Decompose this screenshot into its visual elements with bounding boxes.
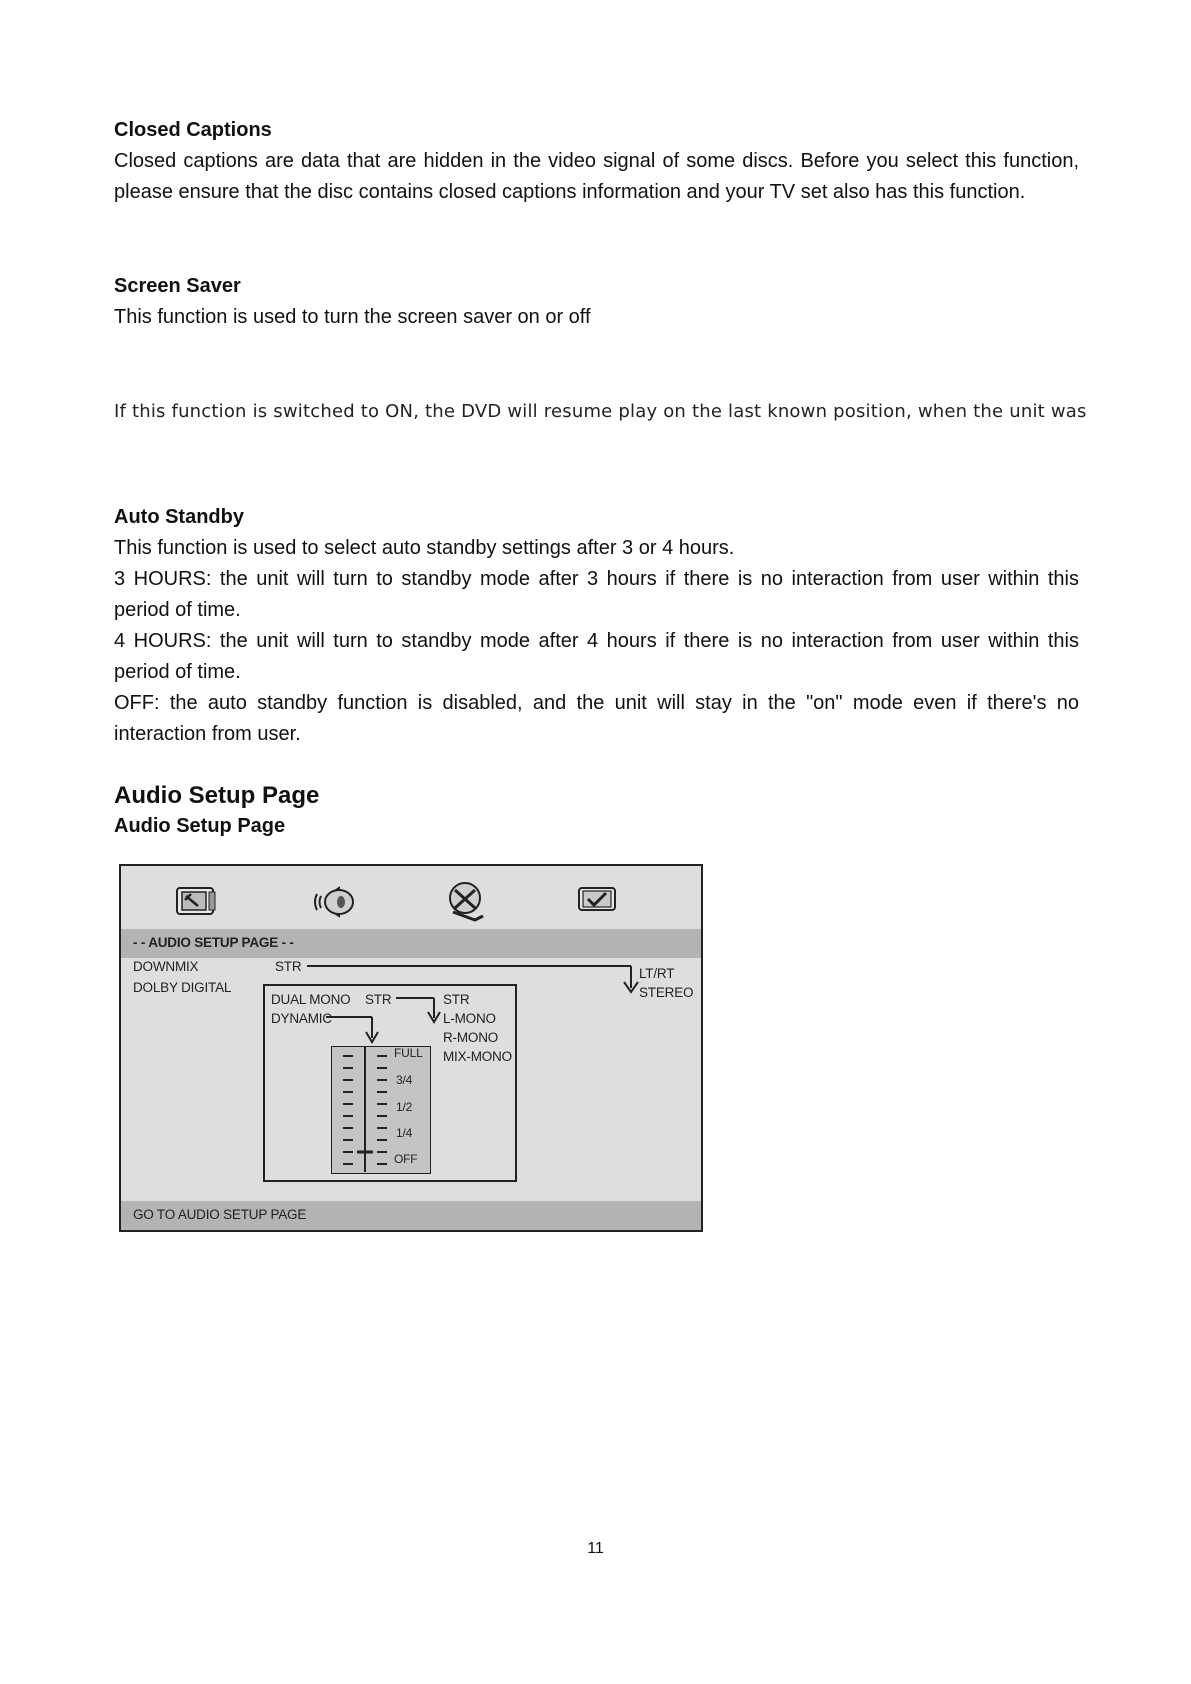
- osd-title: - - AUDIO SETUP PAGE - -: [133, 935, 294, 950]
- osd-dual-mono-label: DUAL MONO: [271, 992, 351, 1007]
- osd-dual-mono-option: STR: [443, 992, 470, 1007]
- video-setup-icon: [450, 883, 483, 920]
- page-number: 11: [587, 1540, 604, 1557]
- osd-downmix-option: LT/RT: [639, 966, 675, 981]
- auto-standby-line2: 3 HOURS: the unit will turn to standby mode after 3 hours if there is no interaction from user within this period of time.: [114, 568, 1079, 621]
- osd-dual-mono-option: L-MONO: [443, 1011, 496, 1026]
- auto-standby-line4: OFF: the auto standby function is disabled, and the unit will stay in the "on" mode even if there's no interaction from user.: [114, 692, 1079, 745]
- osd-dynamic-level: OFF: [394, 1152, 418, 1166]
- osd-downmix-value: STR: [275, 959, 302, 974]
- osd-footer: GO TO AUDIO SETUP PAGE: [133, 1207, 307, 1222]
- osd-dynamic-level: 3/4: [396, 1073, 413, 1087]
- auto-standby-line1: This function is used to select auto standby settings after 3 or 4 hours.: [114, 537, 735, 559]
- auto-standby-line3: 4 HOURS: the unit will turn to standby mode after 4 hours if there is no interaction from user within this period of time.: [114, 630, 1079, 683]
- audio-setup-subheading: Audio Setup Page: [114, 815, 286, 837]
- audio-setup-osd-figure: [119, 864, 703, 1232]
- osd-dual-mono-option: MIX-MONO: [443, 1049, 512, 1064]
- auto-standby-heading: Auto Standby: [114, 506, 244, 528]
- osd-dual-mono-option: R-MONO: [443, 1030, 499, 1045]
- preference-icon: [579, 888, 615, 910]
- closed-captions-body: Closed captions are data that are hidden in the video signal of some discs. Before you select this function, please ensure that the disc contains closed captions information and your TV set also has this function.: [114, 150, 1079, 203]
- screen-saver-heading: Screen Saver: [114, 275, 241, 297]
- osd-dynamic-label: DYNAMIC: [271, 1011, 332, 1026]
- screen-saver-body: This function is used to turn the screen saver on or off: [114, 306, 591, 328]
- osd-downmix-label: DOWNMIX: [133, 959, 199, 974]
- audio-setup-heading: Audio Setup Page: [114, 782, 320, 809]
- osd-dolby-label: DOLBY DIGITAL: [133, 980, 232, 995]
- osd-dynamic-level: 1/4: [396, 1126, 413, 1140]
- general-setup-icon: [177, 888, 215, 914]
- osd-dual-mono-value: STR: [365, 992, 392, 1007]
- resume-line: If this function is switched to ON, the DVD will resume play on the last known position, when the unit was: [114, 401, 1087, 422]
- osd-dynamic-level: FULL: [394, 1046, 423, 1060]
- closed-captions-heading: Closed Captions: [114, 119, 272, 141]
- osd-downmix-option: STEREO: [639, 985, 694, 1000]
- osd-dynamic-level: 1/2: [396, 1100, 413, 1114]
- audio-setup-icon: [315, 888, 353, 916]
